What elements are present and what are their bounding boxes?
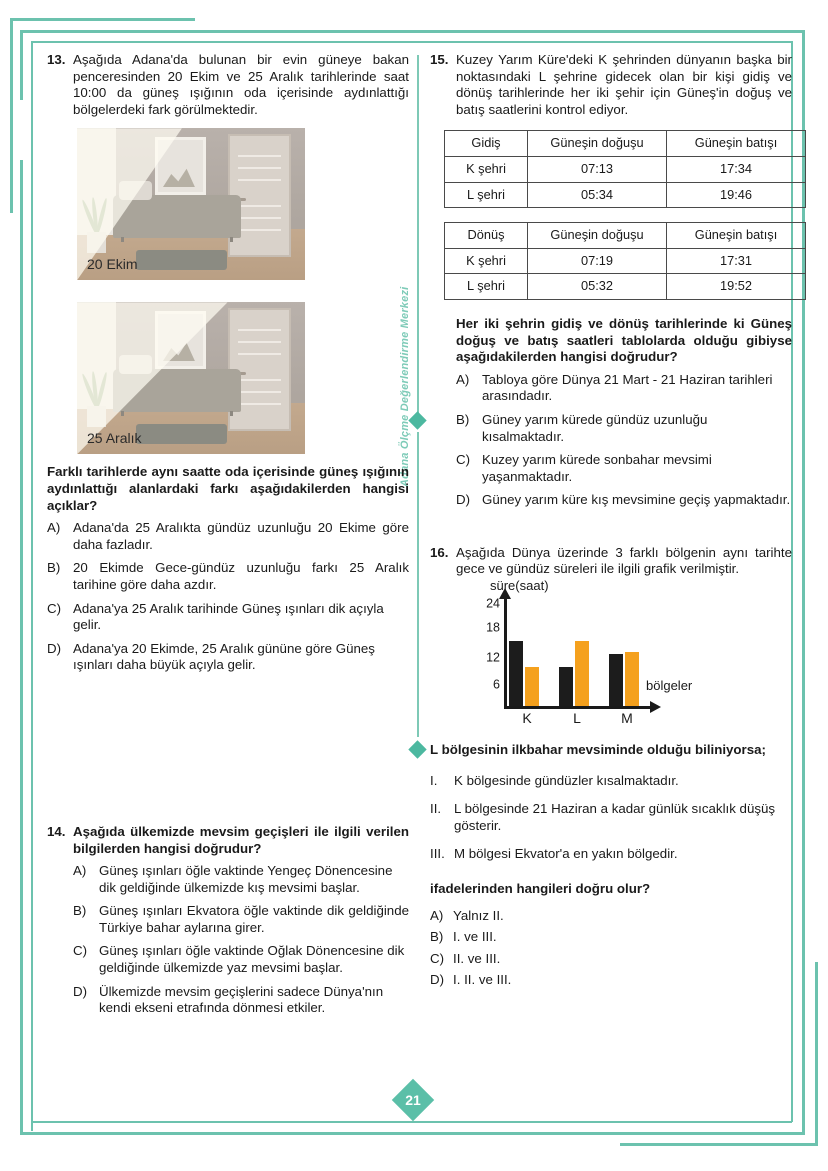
frame-line-top-mid-h: [270, 30, 805, 33]
statement-3-number: III.: [430, 846, 445, 862]
statement-3-text: M bölgesi Ekvator'a en yakın bölgedir.: [454, 846, 678, 862]
cell-sunset: 19:46: [667, 182, 806, 208]
option-c-letter: C): [456, 452, 471, 468]
table-row: [445, 248, 806, 274]
option-a-text: Tabloya göre Dünya 21 Mart - 21 Haziran tarihleri arasındadır.: [482, 371, 773, 404]
option-d[interactable]: [430, 972, 792, 989]
question-13-stem: Aşağıda Adana'da bulunan bir evin güneye bakan penceresinden 20 Ekim ve 25 Aralık tarihlerinde saat 10:00 da güneş ışığının oda içerisinde aydınlattığı bölgelerdeki fark görülmektedir.: [73, 52, 409, 117]
option-b[interactable]: [47, 560, 409, 593]
option-c[interactable]: [430, 951, 792, 968]
option-a-text: Güneş ışınları öğle vaktinde Yengeç Dönencesine dik geldiğinde ülkemizde kış mevsimi başlar.: [99, 863, 393, 895]
question-16: [430, 545, 792, 989]
bar-l-light: [575, 641, 589, 706]
cell-sunrise: 07:13: [528, 156, 667, 182]
chart-x-axis: [504, 706, 652, 709]
x-tick-l: L: [573, 710, 581, 727]
table-row: [445, 274, 806, 300]
frame-line-bottom-right-outer-v: [815, 962, 818, 1146]
question-15-options: [430, 372, 792, 509]
option-a-letter: A): [430, 907, 444, 923]
question-15-number: 15.: [430, 52, 449, 67]
cell-sunrise: 05:34: [528, 182, 667, 208]
question-14: [47, 824, 409, 1017]
statement-2-number: II.: [430, 801, 442, 817]
chart-bars: [507, 598, 657, 706]
option-a-letter: A): [47, 520, 61, 536]
frame-line-bottom-right-mid-h: [560, 1132, 805, 1135]
question-13-number: 13.: [47, 52, 66, 67]
option-c-letter: C): [430, 950, 445, 966]
option-b-letter: B): [47, 560, 61, 576]
room-photo-december: [77, 302, 305, 454]
option-d[interactable]: [73, 984, 409, 1017]
option-c[interactable]: [456, 452, 792, 485]
cell-sunrise: 07:19: [528, 248, 667, 274]
option-a[interactable]: [456, 372, 792, 405]
frame-line-top-left-inner-h: [31, 41, 281, 43]
option-c-text: Güneş ışınları öğle vaktinde Oğlak Dönencesine dik geldiğinde ülkemizde yaz mevsimi başlar.: [99, 943, 405, 976]
page-number: 21: [405, 1092, 421, 1108]
question-16-prompt: L bölgesinin ilkbahar mevsiminde olduğu biliniyorsa;: [430, 742, 766, 758]
frame-line-left-mid-v: [20, 160, 23, 1135]
bar-m-light: [625, 652, 639, 706]
statement-1: [430, 773, 792, 790]
bar-k-dark: [509, 641, 523, 706]
option-d-text: Ülkemizde mevsim geçişlerini sadece Dünya'nın kendi ekseni etrafında dönmesi etkiler.: [99, 983, 384, 1016]
option-b[interactable]: [456, 412, 792, 445]
option-b-text: 20 Ekimde Gece-gündüz uzunluğu farkı 25 Aralık tarihine göre daha azdır.: [73, 560, 409, 592]
option-b-letter: B): [456, 411, 470, 427]
option-d-letter: D): [430, 972, 445, 988]
header-sunset: Güneşin batışı: [667, 223, 806, 249]
photo-label-december: 25 Aralık: [87, 429, 142, 446]
option-a[interactable]: [430, 908, 792, 925]
room-rug: [136, 424, 227, 444]
option-d-text: Adana'ya 20 Ekimde, 25 Aralık gününe göre Güneş ışınları daha büyük açıyla gelir.: [73, 640, 375, 673]
statement-1-number: I.: [430, 772, 438, 788]
y-tick-6: 6: [493, 677, 500, 692]
room-photo-october: [77, 128, 305, 280]
option-c[interactable]: [47, 601, 409, 634]
left-column: [47, 52, 409, 1024]
header-sunrise: Güneşin doğuşu: [528, 131, 667, 157]
column-divider-lower: [417, 432, 419, 737]
option-c-text: Kuzey yarım kürede sonbahar mevsimi yaşanmaktadır.: [482, 452, 712, 484]
x-tick-m: M: [621, 710, 633, 727]
question-14-options: [47, 863, 409, 1017]
frame-line-top-left-outer-h: [10, 18, 195, 21]
option-d-text: Güney yarım küre kış mevsimine geçiş yapmaktadır.: [482, 492, 791, 508]
bar-l-dark: [559, 667, 573, 706]
header-gidis: Gidiş: [445, 131, 528, 157]
option-a[interactable]: [73, 863, 409, 896]
option-d[interactable]: [456, 492, 792, 509]
frame-line-bottom-mid-h: [20, 1132, 620, 1135]
y-tick-12: 12: [486, 650, 500, 665]
bar-group-m: [607, 598, 647, 706]
option-a[interactable]: [47, 520, 409, 553]
question-13-options: [47, 520, 409, 674]
question-15-prompt: Her iki şehrin gidiş ve dönüş tarihlerinde ki Güneş doğuş ve batış saatleri tablolarda olduğu gibiyse aşağıdakilerden hangisi doğrudur?: [456, 315, 792, 365]
option-d-text: I. II. ve III.: [453, 972, 512, 988]
x-tick-k: K: [522, 710, 532, 727]
column-divider-upper: [417, 55, 419, 420]
option-a-letter: A): [73, 863, 87, 879]
y-tick-24: 24: [486, 596, 500, 611]
header-sunset: Güneşin batışı: [667, 131, 806, 157]
option-a-letter: A): [456, 371, 470, 387]
question-14-prompt: Aşağıda ülkemizde mevsim geçişleri ile ilgili verilen bilgilerden hangisi doğrudur?: [73, 823, 409, 856]
question-16-statements: [430, 773, 792, 863]
option-c-text: II. ve III.: [453, 950, 501, 966]
question-16-options: [430, 908, 792, 989]
chart-x-ticks: [507, 710, 657, 730]
cell-sunset: 17:31: [667, 248, 806, 274]
statement-2: [430, 801, 792, 834]
option-b[interactable]: [430, 929, 792, 946]
y-tick-18: 18: [486, 620, 500, 635]
option-d[interactable]: [47, 641, 409, 674]
bar-group-l: [557, 598, 597, 706]
option-c-letter: C): [47, 600, 62, 616]
cell-sunset: 19:52: [667, 274, 806, 300]
frame-line-top-inner-h: [281, 41, 792, 43]
return-table: [444, 222, 806, 300]
chart-y-ticks: [472, 580, 500, 708]
option-c-letter: C): [73, 943, 88, 959]
option-b[interactable]: [73, 903, 409, 936]
option-b-text: Güney yarım kürede gündüz uzunluğu kısalmaktadır.: [482, 411, 708, 444]
frame-line-top-left-outer-v: [10, 18, 13, 213]
option-b-letter: B): [430, 929, 444, 945]
option-b-text: I. ve III.: [453, 929, 497, 945]
right-column: [430, 52, 792, 994]
option-d-letter: D): [73, 983, 88, 999]
question-15: [430, 52, 792, 509]
bar-group-k: [507, 598, 547, 706]
departure-table: [444, 130, 806, 208]
option-d-letter: D): [456, 492, 471, 508]
chart-y-axis-label: süre(saat): [490, 578, 549, 594]
frame-line-bottom-inner-right-h: [540, 1121, 792, 1123]
photo-label-october: 20 Ekim: [87, 255, 138, 272]
divider-diamond-icon-upper: [408, 411, 426, 429]
statement-3: [430, 846, 792, 863]
cell-city: K şehri: [445, 248, 528, 274]
question-16-number: 16.: [430, 544, 449, 560]
option-d-letter: D): [47, 640, 62, 656]
option-c[interactable]: [73, 943, 409, 976]
frame-line-bottom-right-mid-v: [802, 1063, 805, 1135]
divider-diamond-icon-lower: [408, 740, 426, 758]
statement-2-text: L bölgesinde 21 Haziran a kadar günlük sıcaklık düşüş gösterir.: [454, 801, 776, 833]
cell-sunrise: 05:32: [528, 274, 667, 300]
option-c-text: Adana'ya 25 Aralık tarihinde Güneş ışınları dik açıyla gelir.: [73, 600, 384, 633]
table-row: [445, 156, 806, 182]
frame-line-bottom-right-outer-h: [620, 1143, 818, 1146]
frame-line-top-left-mid-h: [20, 30, 270, 33]
statement-1-text: K bölgesinde gündüzler kısalmaktadır.: [454, 772, 679, 788]
frame-line-left-inner-v: [31, 41, 33, 1131]
room-rug: [136, 250, 227, 270]
option-b-text: Güneş ışınları Ekvatora öğle vaktinde dik geldiğinde Türkiye bahar aylarına girer.: [99, 903, 409, 935]
question-15-stem: Kuzey Yarım Küre'deki K şehrinden dünyanın başka bir noktasındaki L şehrine gidecek olan bir kişi gidiş ve dönüş tarihlerinde her iki şehir için Güneş'in doğuş ve batış saatlerini kontrol ediyor.: [456, 52, 792, 117]
frame-line-bottom-inner-h: [31, 1121, 591, 1123]
watermark-text: Adana Ölçme Değerlendirme Merkezi: [399, 286, 411, 487]
option-a-text: Yalnız II.: [453, 907, 504, 923]
room-sofa: [113, 195, 241, 238]
question-13-prompt: Farklı tarihlerde aynı saatte oda içerisinde güneş ışığının aydınlattığı alanlardaki farkı aşağıdakilerden hangisi açıklar?: [47, 464, 409, 513]
bar-k-light: [525, 667, 539, 706]
table-header-row: [445, 223, 806, 249]
question-16-question: ifadelerinden hangileri doğru olur?: [430, 881, 651, 897]
night-day-duration-chart: [450, 580, 750, 740]
table-row: [445, 182, 806, 208]
option-a-text: Adana'da 25 Aralıkta gündüz uzunluğu 20 Ekime göre daha fazladır.: [73, 520, 409, 552]
header-sunrise: Güneşin doğuşu: [528, 223, 667, 249]
chart-x-axis-label: bölgeler: [646, 678, 693, 694]
cell-city: L şehri: [445, 182, 528, 208]
question-14-number: 14.: [47, 823, 66, 839]
cell-sunset: 17:34: [667, 156, 806, 182]
table-header-row: [445, 131, 806, 157]
header-donus: Dönüş: [445, 223, 528, 249]
question-16-stem: Aşağıda Dünya üzerinde 3 farklı bölgenin aynı tarihte gece ve gündüz süreleri ile ilgili grafik verilmiştir.: [456, 544, 792, 577]
question-13: [47, 52, 409, 674]
frame-line-top-left-mid-v: [20, 30, 23, 100]
cell-city: L şehri: [445, 274, 528, 300]
option-b-letter: B): [73, 903, 87, 919]
cell-city: K şehri: [445, 156, 528, 182]
bar-m-dark: [609, 654, 623, 706]
